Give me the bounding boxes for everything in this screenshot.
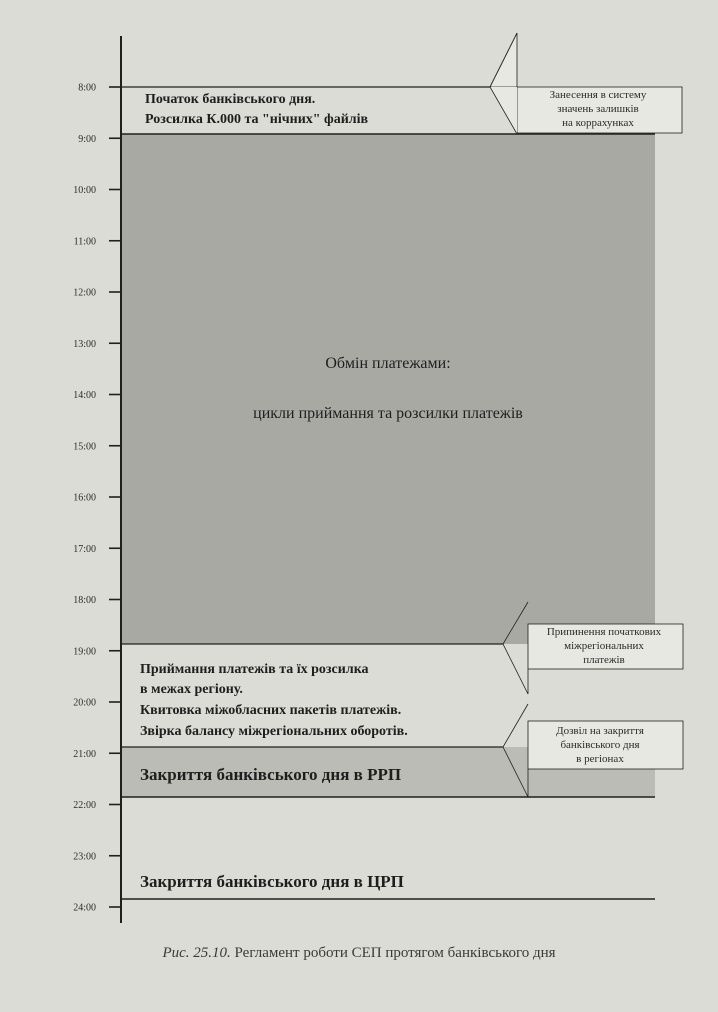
callout-stop-initial-1: Припинення початкових bbox=[546, 626, 662, 638]
callout-stop-initial-3: платежів bbox=[583, 654, 625, 666]
morning-line-2: Розсилка К.000 та "нічних" файлів bbox=[145, 112, 369, 127]
time-label: 19:00 bbox=[73, 646, 96, 658]
exchange-title: Обмін платежами: bbox=[325, 355, 451, 372]
figure-caption-text: Регламент роботи СЕП протягом банківського дня bbox=[234, 945, 556, 961]
time-label: 8:00 bbox=[78, 82, 96, 94]
time-label: 18:00 bbox=[73, 595, 96, 606]
figure-number: Рис. 25.10. bbox=[162, 945, 231, 961]
regional-line-2: в межах регіону. bbox=[140, 682, 243, 697]
close-crp-label: Закриття банківського дня в ЦРП bbox=[140, 872, 404, 891]
time-label: 24:00 bbox=[73, 902, 96, 914]
exchange-subtitle: цикли приймання та розсилки платежів bbox=[253, 405, 523, 422]
time-ticks bbox=[73, 83, 121, 914]
callout-permit-close-2: банківського дня bbox=[560, 739, 640, 751]
time-label: 11:00 bbox=[73, 236, 96, 248]
time-label: 23:00 bbox=[73, 851, 96, 863]
regional-line-4: Звірка балансу міжрегіональних оборотів. bbox=[140, 724, 408, 739]
regional-line-1: Приймання платежів та їх розсилка bbox=[140, 662, 369, 677]
time-label: 15:00 bbox=[73, 441, 96, 453]
time-label: 16:00 bbox=[73, 492, 96, 504]
time-label: 21:00 bbox=[73, 748, 96, 760]
regional-line-3: Квитовка міжобласних пакетів платежів. bbox=[140, 703, 402, 718]
figure-caption bbox=[0, 945, 718, 962]
time-label: 20:00 bbox=[73, 697, 96, 709]
time-label: 13:00 bbox=[73, 338, 96, 350]
close-rrp-label: Закриття банківського дня в РРП bbox=[140, 765, 402, 784]
callout-stop-initial-2: міжрегіональних bbox=[564, 640, 644, 652]
time-label: 12:00 bbox=[73, 287, 96, 299]
time-label: 17:00 bbox=[73, 543, 96, 555]
callout-permit-close-3: в регіонах bbox=[576, 753, 624, 765]
time-label: 9:00 bbox=[78, 133, 96, 145]
time-label: 10:00 bbox=[73, 185, 96, 196]
time-label: 14:00 bbox=[73, 390, 96, 401]
callout-balances-2: значень залишків bbox=[557, 103, 639, 115]
callout-permit-close-1: Дозвіл на закриття bbox=[556, 725, 644, 737]
time-label: 22:00 bbox=[73, 800, 96, 811]
exchange-block bbox=[121, 134, 655, 644]
callout-balances-1: Занесення в систему bbox=[549, 89, 647, 101]
morning-line-1: Початок банківського дня. bbox=[145, 92, 316, 107]
callout-balances-3: на коррахунках bbox=[562, 117, 634, 129]
